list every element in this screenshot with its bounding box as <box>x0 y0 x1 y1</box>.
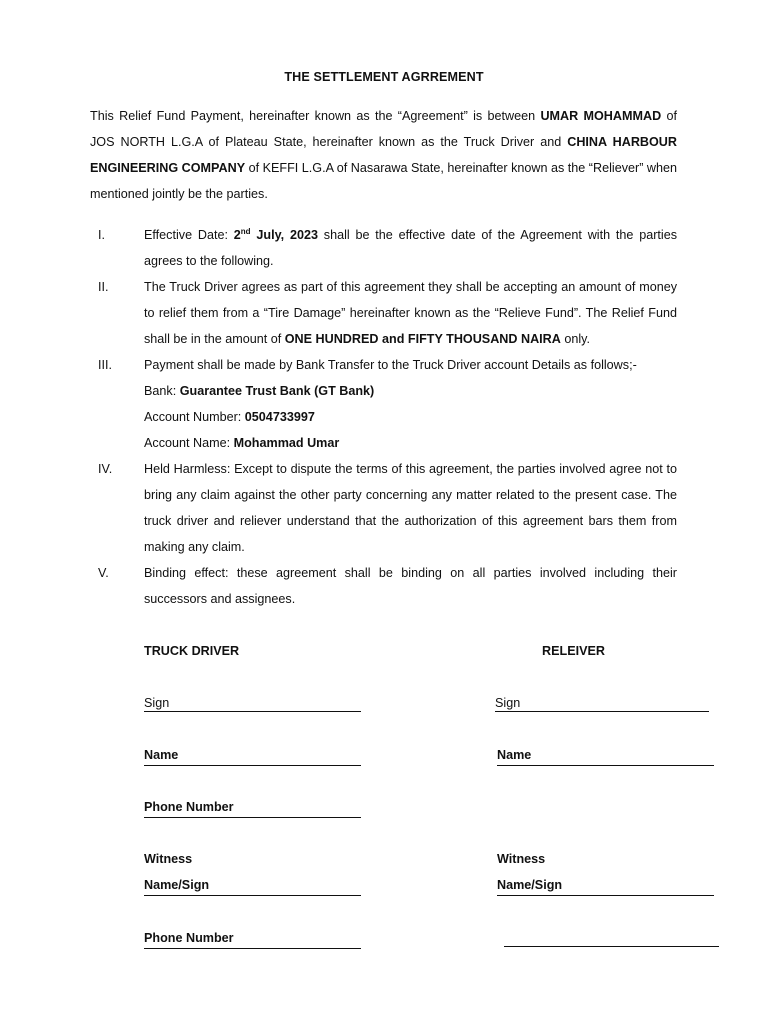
sign-line <box>495 711 709 712</box>
clause-i-label: Effective Date: <box>144 228 234 242</box>
clause-iii <box>0 352 768 456</box>
name-sign-label: Name/Sign <box>144 878 210 892</box>
clause-text <box>144 352 677 456</box>
phone-label: Phone Number <box>144 931 234 945</box>
bank-value: Guarantee Trust Bank (GT Bank) <box>179 384 375 398</box>
clause-i <box>0 222 768 274</box>
document-title: THE SETTLEMENT AGRREMENT <box>284 70 484 84</box>
clause-iv <box>0 456 768 560</box>
driver-name-field[interactable] <box>144 748 361 768</box>
payment-intro: Payment shall be made by Bank Transfer to the Truck Driver account Details as follows;- <box>144 358 637 372</box>
driver-witness-name-sign-field[interactable] <box>144 878 361 898</box>
intro-text-3: of KEFFI L.G.A of Nasarawa State, hereinafter known as the “Reliever” when mentioned jointly be the parties. <box>90 161 677 201</box>
clause-v <box>0 560 768 612</box>
clause-numeral: II. <box>98 280 109 294</box>
party-1-name: UMAR MOHAMMAD <box>540 109 662 123</box>
account-name-line <box>144 430 677 456</box>
clause-text <box>144 222 677 274</box>
clause-ii-text: The Truck Driver agrees as part of this agreement they shall be accepting an amount of money to relief them from a “Tire Damage” hereinafter known as the “Relieve Fund”. The Relief Fund shall be in the amount of <box>144 280 677 346</box>
clause-text <box>144 274 677 352</box>
sign-label: Sign <box>495 696 521 710</box>
reliever-heading: RELEIVER <box>542 644 605 658</box>
intro-text-1: This Relief Fund Payment, hereinafter known as the “Agreement” is between <box>90 109 541 123</box>
name-line <box>144 765 361 766</box>
relief-amount: ONE HUNDRED and FIFTY THOUSAND NAIRA <box>284 332 561 346</box>
date-suffix: nd <box>240 226 251 236</box>
account-number-label: Account Number: <box>144 410 245 424</box>
name-sign-line <box>497 895 714 896</box>
clause-numeral: III. <box>98 358 112 372</box>
name-label: Name <box>144 748 179 762</box>
account-name-label: Account Name: <box>144 436 234 450</box>
truck-driver-heading: TRUCK DRIVER <box>144 644 240 658</box>
reliever-name-field[interactable] <box>497 748 714 768</box>
clause-ii <box>0 274 768 352</box>
driver-phone-field[interactable] <box>144 800 361 820</box>
intro-text-2: of JOS NORTH L.G.A of Plateau State, hereinafter known as the Truck Driver and <box>90 109 677 149</box>
blank-line <box>504 946 719 947</box>
date-rest: July, 2023 <box>250 228 318 242</box>
driver-witness-phone-field[interactable] <box>144 931 361 951</box>
phone-line <box>144 817 361 818</box>
account-name-value: Mohammad Umar <box>233 436 340 450</box>
clause-numeral: I. <box>98 228 105 242</box>
clause-text: Held Harmless: Except to dispute the terms of this agreement, the parties involved agree not to bring any claim against the other party concerning any matter related to the present case. The truck driver and reliever understand that the authorization of this agreement bars them from making any claim. <box>144 462 677 554</box>
reliever-witness-extra-field[interactable] <box>504 931 719 951</box>
bank-label: Bank: <box>144 384 180 398</box>
clause-ii-rest: only. <box>560 332 591 346</box>
clause-numeral: V. <box>98 566 109 580</box>
effective-date <box>234 228 318 242</box>
reliever-witness-heading: Witness <box>497 852 546 866</box>
sign-label: Sign <box>144 696 170 710</box>
bank-line <box>144 378 677 404</box>
date-day: 2 <box>233 228 241 242</box>
clause-list <box>0 222 768 612</box>
phone-label: Phone Number <box>144 800 234 814</box>
account-number-line <box>144 404 677 430</box>
name-line <box>497 765 714 766</box>
reliever-witness-name-sign-field[interactable] <box>497 878 714 898</box>
account-number-value: 0504733997 <box>244 410 315 424</box>
clause-i-rest: shall be the effective date of the Agreement with the parties agrees to the following. <box>144 228 678 268</box>
reliever-sign-field[interactable] <box>495 696 709 714</box>
name-sign-label: Name/Sign <box>497 878 563 892</box>
party-2-name: CHINA HARBOUR ENGINEERING COMPANY <box>90 135 677 175</box>
intro-paragraph <box>90 103 677 207</box>
clause-text: Binding effect: these agreement shall be binding on all parties involved including their successors and assignees. <box>144 566 677 606</box>
driver-sign-field[interactable] <box>144 696 361 714</box>
name-label: Name <box>497 748 532 762</box>
phone-line <box>144 948 361 949</box>
driver-witness-heading: Witness <box>144 852 193 866</box>
name-sign-line <box>144 895 361 896</box>
clause-numeral: IV. <box>98 462 113 476</box>
sign-line <box>144 711 361 712</box>
